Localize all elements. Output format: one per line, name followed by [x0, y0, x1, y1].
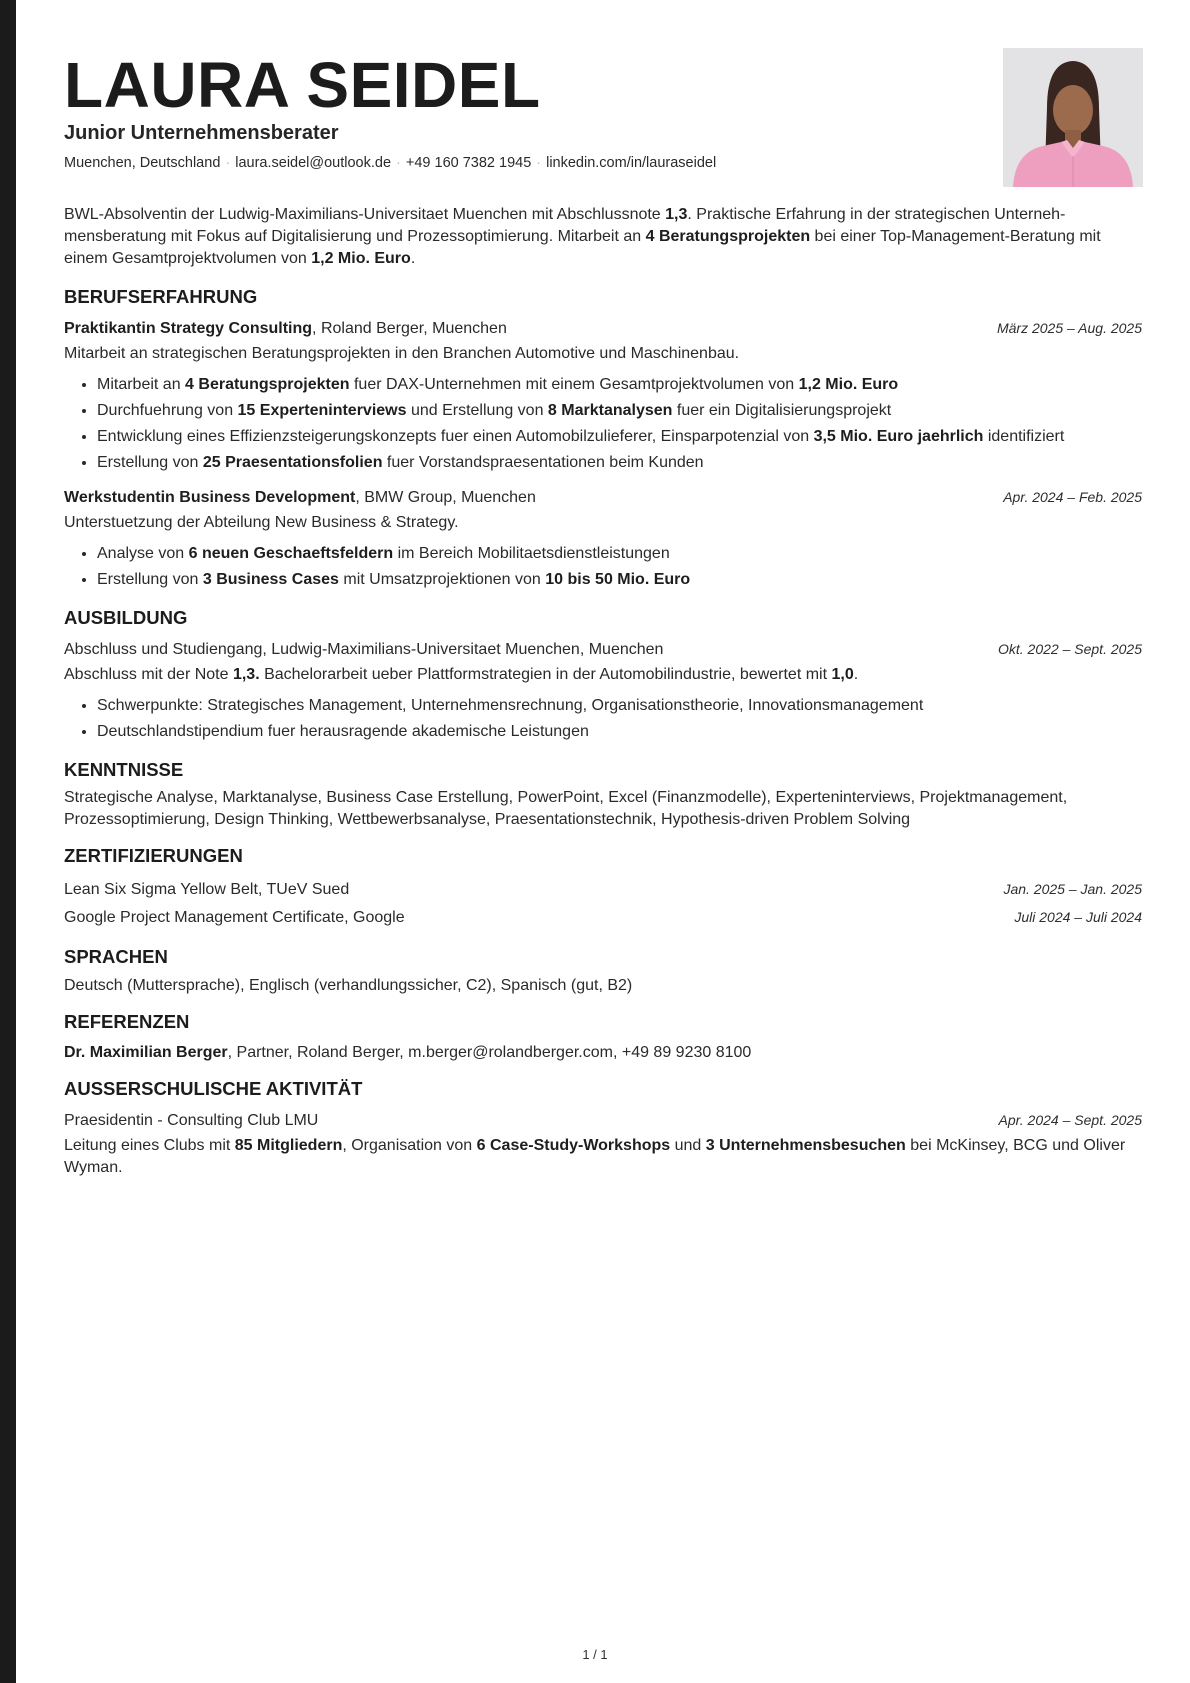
text-run: Entwicklung eines Effizienzsteigerungskonzepts fuer einen Automobilzulieferer, Einsparpotenzial von: [97, 428, 814, 445]
section-heading-references: REFERENZEN: [64, 1011, 190, 1032]
job-title-line: [64, 487, 536, 509]
job-role: Praktikantin Strategy Consulting: [64, 320, 313, 337]
emphasis-text: 1,0: [831, 666, 854, 683]
emphasis-text: 15 Experteninterviews: [237, 402, 407, 419]
section-experience: [64, 286, 1142, 593]
certification-date: Jan. 2025 – Jan. 2025: [1003, 881, 1142, 897]
text-run: BWL-Absolventin der Ludwig-Maximilians-Universitaet Muenchen mit Abschlussnote: [64, 206, 666, 223]
text-run: Durchfuehrung von: [97, 402, 238, 419]
portrait-image: [1003, 48, 1143, 187]
emphasis-text: 8 Marktanalysen: [547, 402, 673, 419]
text-run: und: [670, 1137, 706, 1154]
bullet-item: [97, 398, 1142, 424]
activity-title: Praesidentin - Consulting Club LMU: [64, 1112, 319, 1129]
education-note: [64, 663, 1142, 687]
text-run: und Erstellung von: [406, 402, 548, 419]
text-run: fuer Vorstandspraesentationen beim Kunden: [382, 454, 704, 471]
emphasis-text: 10 bis 50 Mio. Euro: [545, 571, 691, 588]
section-heading-skills: KENNTNISSE: [64, 759, 184, 780]
activity-header: [64, 1109, 1142, 1132]
section-skills: [64, 759, 1142, 831]
text-run: Erstellung von: [97, 571, 203, 588]
emphasis-text: 1,3.: [232, 666, 260, 683]
text-run: fuer ein Digitalisierungsprojekt: [672, 402, 892, 419]
contact-location: Muenchen, Deutschland: [64, 155, 221, 171]
education-line: Abschluss und Studiengang, Ludwig-Maximilians-Universitaet Muenchen, Muenchen: [64, 641, 664, 658]
text-run: .: [410, 250, 416, 267]
text-run: Mitarbeit an: [97, 376, 186, 393]
activity-date: Apr. 2024 – Sept. 2025: [998, 1112, 1142, 1128]
job-bullets: [64, 372, 1142, 476]
text-run: .: [853, 666, 859, 683]
text-run: Analyse von: [97, 545, 189, 562]
job-role: Werkstudentin Business Development: [64, 489, 356, 506]
candidate-title: Junior Unternehmensberater: [64, 122, 339, 144]
section-languages: [64, 946, 1142, 997]
text-run: Abschluss mit der Note: [64, 666, 233, 683]
resume-body: [64, 204, 1142, 1193]
certification-name: Lean Six Sigma Yellow Belt, TUeV Sued: [64, 881, 350, 898]
section-heading-activities: AUSSERSCHULISCHE AKTIVITÄT: [64, 1078, 363, 1099]
bullet-item: [97, 372, 1142, 398]
text-run: bei einer Top-Management-Beratung mit einem Gesamtprojektvolumen von: [64, 228, 1101, 267]
page-number: 1 / 1: [582, 1647, 608, 1662]
emphasis-text: 3 Unternehmensbesuchen: [705, 1137, 906, 1154]
job-entry: [64, 317, 1142, 476]
section-heading-experience: BERUFSERFAHRUNG: [64, 286, 258, 307]
emphasis-text: 4 Beratungsprojekten: [185, 376, 350, 393]
job-description: Mitarbeit an strategischen Beratungsprojekten in den Branchen Automotive und Maschinenbau.: [64, 345, 740, 362]
text-run: mit Umsatzprojektionen von: [338, 571, 546, 588]
viewer-left-edge: [0, 0, 16, 1683]
contact-email[interactable]: laura.seidel@outlook.de: [235, 155, 392, 171]
emphasis-text: 1,2 Mio. Euro: [311, 250, 411, 267]
job-bullets: [64, 541, 1142, 593]
text-run: , Organisation von: [342, 1137, 477, 1154]
education-bullets: [64, 693, 1142, 745]
skills-text: Strategische Analyse, Marktanalyse, Business Case Erstellung, PowerPoint, Excel (Finanzmodelle), Experteninterviews, Projektmanagement, Prozessoptimierung, Design Thinking, Wettbewerbsanalyse, Praesentationstechnik, Hypothesis-driven Problem Solving: [64, 789, 1068, 828]
reference-details: , Partner, Roland Berger, m.berger@rolandberger.com, +49 89 9230 8100: [227, 1044, 752, 1061]
emphasis-text: 6 Case-Study-Workshops: [476, 1137, 671, 1154]
section-education: [64, 607, 1142, 745]
reference-name: Dr. Maximilian Berger: [64, 1044, 228, 1061]
emphasis-text: 3,5 Mio. Euro jaehrlich: [813, 428, 984, 445]
separator-dot: ·: [396, 155, 401, 171]
text-run: identifiziert: [983, 428, 1065, 445]
candidate-name: LAURA SEIDEL: [64, 49, 541, 121]
job-date: März 2025 – Aug. 2025: [996, 320, 1142, 336]
text-run: Erstellung von: [97, 454, 203, 471]
activity-description: [64, 1135, 1142, 1179]
languages-text: Deutsch (Muttersprache), Englisch (verhandlungssicher, C2), Spanisch (gut, B2): [64, 977, 633, 994]
section-certifications: [64, 845, 1142, 932]
section-activities: [64, 1078, 1142, 1179]
job-entry: [64, 486, 1142, 593]
emphasis-text: 85 Mitgliedern: [234, 1137, 343, 1154]
contact-linkedin[interactable]: linkedin.com/in/lauraseidel: [546, 155, 717, 171]
emphasis-text: 3 Business Cases: [202, 571, 339, 588]
separator-dot: ·: [225, 155, 231, 171]
bullet-item: [97, 424, 1142, 450]
education-header: [64, 638, 1142, 661]
text-run: . Praktische Erfahrung in der strategischen Unternehmensberatung mit Fokus auf Digitalisierung und Prozessoptimierung. Mitarbeit an: [64, 206, 1066, 245]
education-bullet: • Schwerpunkte: Strategisches Management, Unternehmensrechnung, Organisationstheorie, Innovationsmanagement: [97, 693, 1142, 719]
job-header: [64, 317, 1142, 340]
bullet-item: [97, 450, 1142, 476]
text-run: im Bereich Mobilitaetsdienstleistungen: [393, 545, 670, 562]
job-description: Unterstuetzung der Abteilung New Business & Strategy.: [64, 514, 459, 531]
certification-date: Juli 2024 – Juli 2024: [1014, 909, 1142, 925]
emphasis-text: 25 Praesentationsfolien: [202, 454, 383, 471]
certification-item: [64, 903, 1142, 932]
emphasis-text: 4 Beratungsprojekten: [645, 228, 811, 245]
certification-name: Google Project Management Certificate, Google: [64, 909, 405, 926]
section-heading-education: AUSBILDUNG: [64, 607, 188, 628]
certification-item: [64, 876, 1142, 903]
job-title-line: [64, 318, 507, 340]
section-heading-languages: SPRACHEN: [64, 946, 168, 967]
contact-phone[interactable]: +49 160 7382 1945: [405, 155, 532, 171]
separator-dot: ·: [536, 155, 542, 171]
education-date: Okt. 2022 – Sept. 2025: [998, 641, 1142, 657]
job-org: , BMW Group, Muenchen: [355, 489, 536, 506]
emphasis-text: 6 neuen Geschaeftsfeldern: [188, 545, 394, 562]
text-run: Leitung eines Clubs mit: [64, 1137, 235, 1154]
text-run: fuer DAX-Unternehmen mit einem Gesamtprojektvolumen von: [349, 376, 799, 393]
education-bullet: • Deutschlandstipendium fuer herausragende akademische Leistungen: [97, 719, 1142, 745]
emphasis-text: 1,2 Mio. Euro: [798, 376, 899, 393]
job-date: Apr. 2024 – Feb. 2025: [1003, 489, 1142, 505]
summary-paragraph: [64, 204, 1142, 270]
contact-line: [64, 155, 716, 171]
job-header: [64, 486, 1142, 509]
reference-line: [64, 1042, 1142, 1064]
bullet-item: [97, 541, 1142, 567]
text-run: Bachelorarbeit ueber Plattformstrategien in der Automobilindustrie, bewertet mit: [259, 666, 832, 683]
emphasis-text: 1,3: [665, 206, 688, 223]
text-run: bei McKinsey, BCG und Oliver Wyman.: [64, 1137, 1126, 1176]
job-org: , Roland Berger, Muenchen: [312, 320, 507, 337]
profile-photo: [1003, 48, 1143, 187]
section-heading-certifications: ZERTIFIZIERUNGEN: [64, 845, 243, 866]
section-references: [64, 1011, 1142, 1064]
bullet-item: [97, 567, 1142, 593]
